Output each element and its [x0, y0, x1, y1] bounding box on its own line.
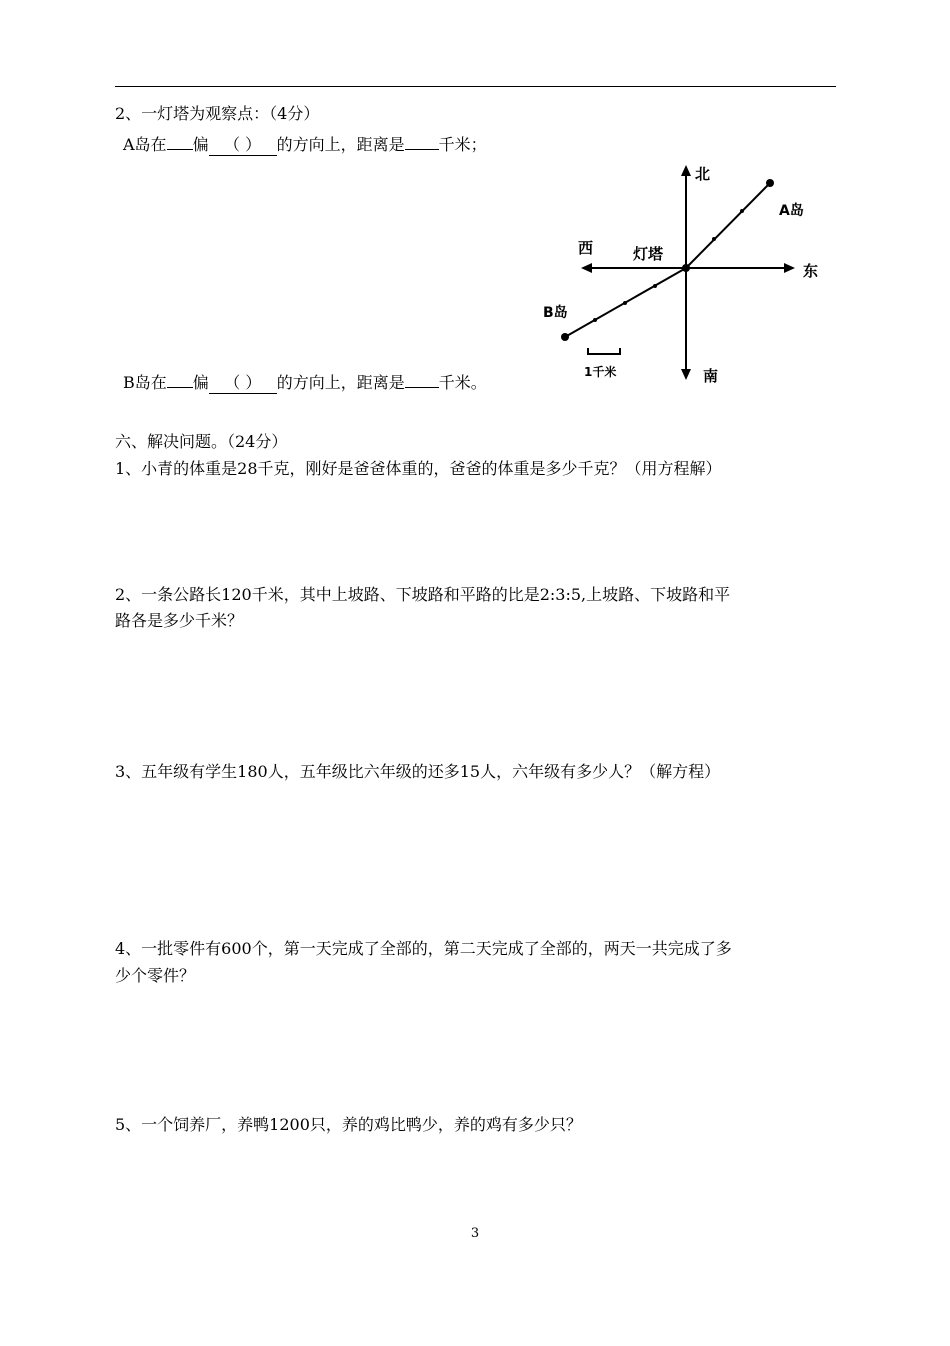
a-direction-suffix: 的方向上，距离是 — [276, 135, 405, 154]
tick-a-1 — [712, 237, 716, 241]
b-pian: 偏 — [192, 373, 209, 392]
section6-title: 六、解决问题。（24分） — [115, 432, 288, 451]
a-distance-blank[interactable] — [405, 132, 439, 150]
b-distance-blank[interactable] — [405, 370, 439, 388]
tick-a-2 — [740, 209, 744, 213]
b-direction-blank[interactable] — [167, 370, 193, 388]
q2-title: 2、一灯塔为观察点：（4分） — [115, 104, 320, 123]
south-arrow-icon — [681, 369, 691, 380]
lighthouse-label: 灯塔 — [633, 245, 664, 263]
south-label: 南 — [703, 367, 719, 385]
east-label: 东 — [803, 262, 819, 280]
line-to-island-a — [686, 183, 770, 268]
tick-b-2 — [623, 301, 627, 305]
east-arrow-icon — [784, 263, 795, 273]
header-rule — [115, 86, 836, 87]
q2-b-line — [123, 370, 487, 394]
lighthouse-figure — [530, 155, 840, 390]
tick-b-3 — [593, 318, 597, 322]
problem-4-line1: 4、一批零件有600个，第一天完成了全部的，第二天完成了全部的，两天一共完成了多 — [115, 939, 732, 958]
problem-5: 5、一个饲养厂，养鸭1200只，养的鸡比鸭少，养的鸡有多少只？ — [115, 1115, 582, 1134]
lighthouse-point — [682, 264, 690, 272]
problem-2-line2: 路各是多少千米？ — [115, 611, 244, 630]
island-a-label: A岛 — [779, 203, 804, 219]
north-arrow-icon — [681, 165, 691, 176]
b-direction-suffix: 的方向上，距离是 — [276, 373, 405, 392]
north-label: 北 — [695, 165, 711, 183]
a-direction-blank[interactable] — [167, 132, 193, 150]
a-unit: 千米； — [438, 135, 487, 154]
b-prefix: B岛在 — [123, 373, 167, 392]
island-b-point — [561, 333, 569, 341]
a-angle-blank[interactable]: （ ） — [209, 135, 277, 156]
island-b-label: B岛 — [543, 305, 568, 321]
problem-3: 3、五年级有学生180人，五年级比六年级的还多15人，六年级有多少人？（解方程） — [115, 762, 721, 781]
scale-bar — [588, 348, 620, 354]
problem-1: 1、小青的体重是28千克，刚好是爸爸体重的，爸爸的体重是多少千克？（用方程解） — [115, 459, 722, 478]
b-angle-blank[interactable]: （ ） — [209, 373, 277, 394]
scale-label: 1千米 — [584, 365, 617, 379]
b-unit: 千米。 — [438, 373, 487, 392]
problem-4-line2: 少个零件？ — [115, 966, 196, 985]
island-a-point — [766, 179, 774, 187]
a-prefix: A岛在 — [123, 135, 167, 154]
west-label: 西 — [578, 239, 594, 257]
tick-b-1 — [653, 284, 657, 288]
problem-2-line1: 2、一条公路长120千米，其中上坡路、下坡路和平路的比是2:3:5,上坡路、下坡路和平 — [115, 585, 731, 604]
a-pian: 偏 — [192, 135, 209, 154]
page-number: 3 — [470, 1226, 480, 1241]
west-arrow-icon — [581, 263, 592, 273]
q2-a-line — [123, 132, 487, 156]
